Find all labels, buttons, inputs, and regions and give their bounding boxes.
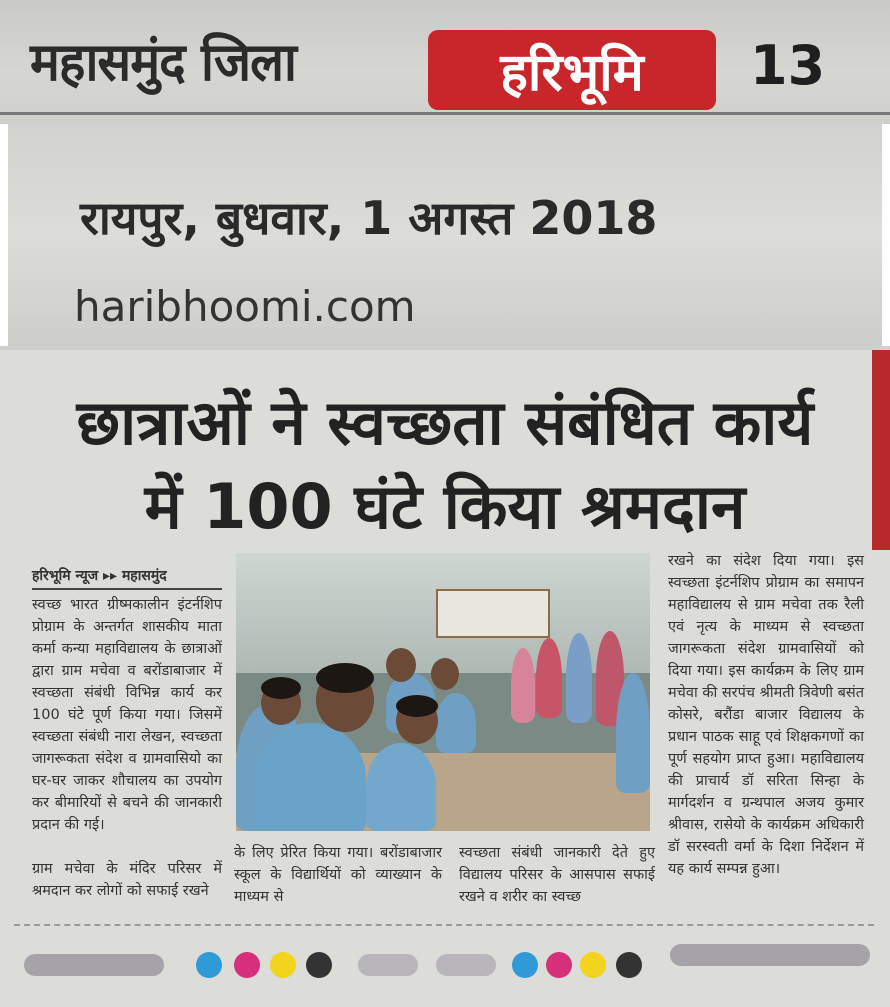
photo-head	[431, 658, 459, 690]
byline-rule	[32, 588, 222, 590]
dateline	[0, 124, 890, 346]
article-column-1: स्वच्छ भारत ग्रीष्मकालीन इंटर्नशिप प्रोग्राम के अन्तर्गत शासकीय माता कर्मा कन्या महाविद्यालय के छात्राओं द्वारा ग्राम मचेवा व बरोंडाबाजार में स्वच्छता संबंधी विभिन्न कार्य कर 100 घंटे पूर्ण किया गया। जिसमें स्वच्छता संबंधी नारा लेखन, स्वच्छता जागरूकता संदेश व ग्रामवासियो का घर-घर जाकर शौचालय का उपयोग कर बीमारियों से बचने की जानकारी प्रदान की गई।	[32, 597, 222, 833]
print-dot-magenta	[234, 952, 260, 978]
photo-head	[386, 648, 416, 682]
masthead-rule	[0, 112, 890, 115]
photo-figure	[616, 673, 650, 793]
photo-figure	[566, 633, 592, 723]
print-dot-yellow	[580, 952, 606, 978]
section-title: महासमुंद जिला	[30, 31, 296, 93]
cut-line	[14, 924, 874, 926]
edition-date: रायपुर, बुधवार, 1 अगस्त 2018	[80, 191, 658, 245]
page-number: 13	[750, 34, 826, 97]
print-registration-strip	[0, 910, 890, 1007]
photo-hair	[316, 663, 374, 693]
photo-hair	[396, 695, 438, 717]
print-dot-magenta	[546, 952, 572, 978]
photo-figure	[366, 743, 436, 831]
headline-line-1: छात्राओं ने स्वच्छता संबंधित कार्य	[76, 386, 814, 459]
article-column-3: स्वच्छता संबंधी जानकारी देते हुए विद्यालय परिसर के आसपास सफाई रखने व शरीर का स्वच्छ	[459, 845, 655, 905]
byline	[32, 566, 222, 590]
photo-figure	[536, 638, 562, 718]
brand-logo: हरिभूमि	[428, 30, 716, 110]
photo-figure	[256, 723, 366, 831]
print-oval	[436, 954, 496, 976]
print-dot-cyan	[196, 952, 222, 978]
byline-text: हरिभूमि न्यूज ▸▸ महासमुंद	[32, 568, 167, 584]
article-column-4: रखने का संदेश दिया गया। इस स्वच्छता इंटर्नशिप प्रोग्राम का समापन महाविद्यालय से ग्राम मचेवा तक रैली एवं नृत्य के माध्यम से स्वच्छता जागरूकता संदेश ग्रामवासियों को दिया गया। इस कार्यक्रम के लिए ग्राम मचेवा की सरपंच श्रीमती त्रिवेणी बसंत कोसरे, बरौंडा बाजार विद्यालय के प्रधान पाठक साहू एवं शिक्षकगणों का पूर्ण सहयोग प्राप्त हुआ। महाविद्यालय की प्राचार्य डॉ सरिता सिन्हा के मार्गदर्शन व ग्रन्थपाल अजय कुमार श्रीवास, रासेयो के कार्यक्रम अधिकारी डॉ सरस्वती वर्मा के दिशा निर्देशन में यह कार्य सम्पन्न हुआ।	[668, 553, 864, 877]
print-dot-yellow	[270, 952, 296, 978]
website: haribhoomi.com	[74, 282, 416, 331]
print-dot-black	[616, 952, 642, 978]
headline-line-2: में 100 घंटे किया श्रमदान	[144, 470, 746, 543]
photo-hair	[261, 677, 301, 699]
article-column-2: के लिए प्रेरित किया गया। बरोंडाबाजार स्कूल के विद्यार्थियों को व्याख्यान के माध्यम से	[234, 845, 442, 905]
masthead	[0, 0, 890, 122]
print-bar	[670, 944, 870, 966]
classroom-photo	[236, 553, 650, 831]
photo-banner	[436, 589, 550, 638]
article-column-1-cont: ग्राम मचेवा के मंदिर परिसर में श्रमदान कर लोगों को सफाई रखने	[32, 861, 222, 899]
print-dot-black	[306, 952, 332, 978]
photo-figure	[511, 648, 535, 723]
print-bar	[24, 954, 164, 976]
print-dot-cyan	[512, 952, 538, 978]
article	[0, 350, 890, 1007]
photo-figure	[436, 693, 476, 753]
print-oval	[358, 954, 418, 976]
